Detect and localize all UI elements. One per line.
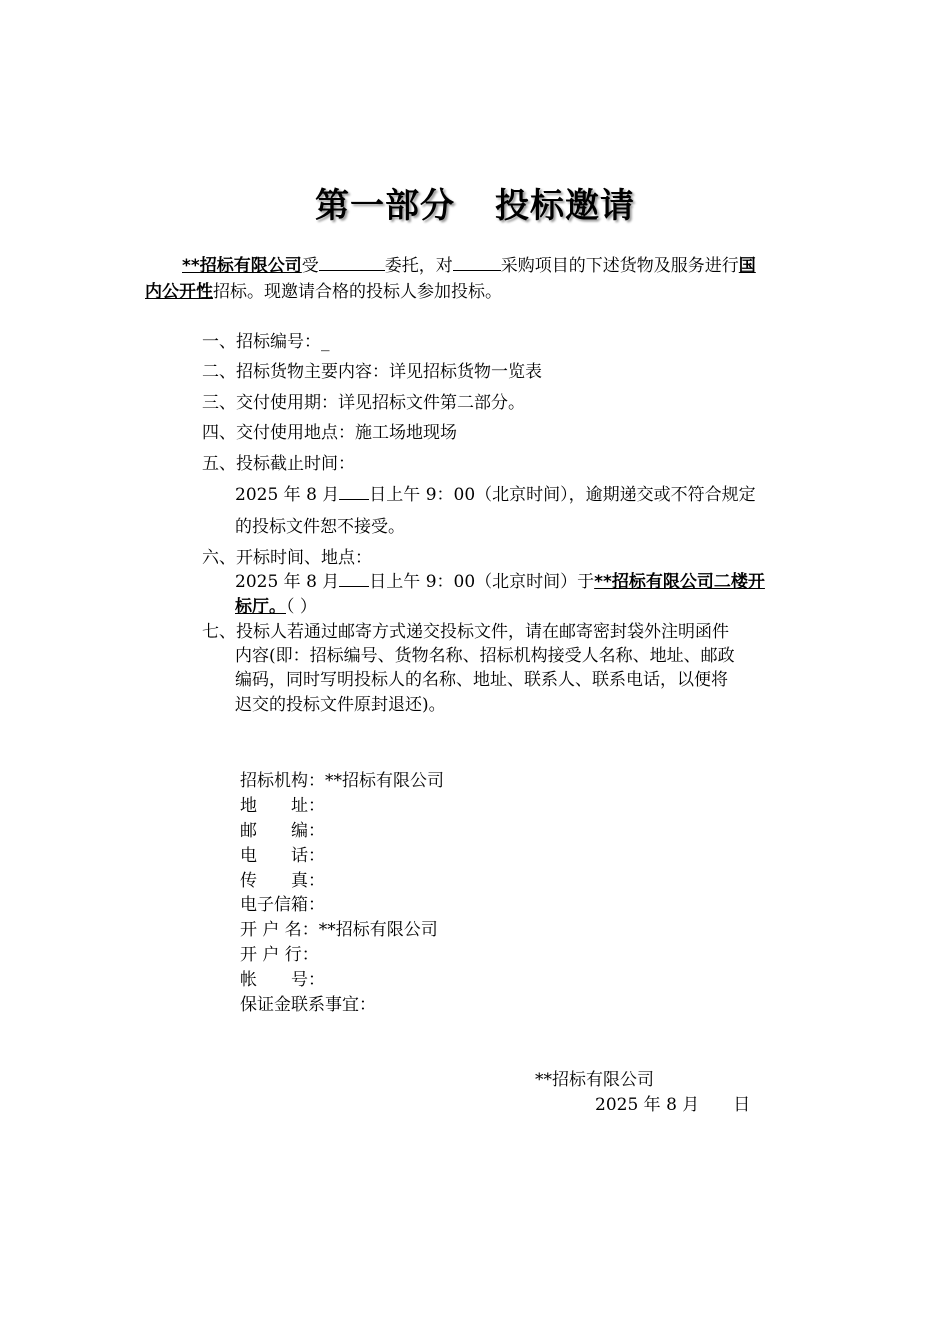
item-3: 三、交付使用期：详见招标文件第二部分。 xyxy=(202,393,525,413)
item-6: 六、开标时间、地点： xyxy=(202,548,372,568)
contact-account-name: 开 户 名：**招标有限公司 xyxy=(240,920,438,940)
item-6-line-1: 2025 年 8 月 日上午 9：00（北京时间）于**招标有限公司二楼开 xyxy=(235,572,765,592)
contact-postcode: 邮 编： xyxy=(240,821,325,841)
blank-day xyxy=(339,485,369,500)
item-7-line-2: 内容(即：招标编号、货物名称、招标机构接受人名称、地址、邮政 xyxy=(235,646,735,666)
intro-line-1: **招标有限公司受 委托，对 采购项目的下述货物及服务进行国 xyxy=(182,256,756,276)
item-5-line-1: 2025 年 8 月 日上午 9：00（北京时间），逾期递交或不符合规定 xyxy=(235,485,756,505)
contact-account-no: 帐 号： xyxy=(240,970,325,990)
intro-line-2: 内公开性招标。现邀请合格的投标人参加投标。 xyxy=(145,282,502,302)
item-1: 一、招标编号：_ xyxy=(202,332,330,352)
contact-phone: 电 话： xyxy=(240,846,325,866)
item-7-line-4: 迟交的投标文件原封退还)。 xyxy=(235,695,446,715)
page-title xyxy=(0,178,950,227)
signature-company: **招标有限公司 xyxy=(535,1070,654,1090)
item-7-line-3: 编码，同时写明投标人的名称、地址、联系人、联系电话，以便将 xyxy=(235,670,728,690)
blank-day xyxy=(339,572,369,587)
blank-project xyxy=(453,256,501,271)
title-name: 投标邀请 xyxy=(495,186,635,226)
item-5: 五、投标截止时间： xyxy=(202,454,355,474)
contact-address: 地 址： xyxy=(240,796,325,816)
item-7-line-1: 七、投标人若通过邮寄方式递交投标文件，请在邮寄密封袋外注明函件 xyxy=(202,622,729,642)
contact-deposit: 保证金联系事宜： xyxy=(240,995,376,1015)
signature-date: 2025 年 8 月 日 xyxy=(595,1095,751,1115)
item-5-line-2: 的投标文件恕不接受。 xyxy=(235,517,405,537)
contact-agency: 招标机构：**招标有限公司 xyxy=(240,771,444,791)
item-6-line-2: 标厅。（ ） xyxy=(235,597,317,617)
opening-place: **招标有限公司二楼开 xyxy=(594,572,765,592)
intro-company: **招标有限公司 xyxy=(182,256,302,276)
contact-fax: 传 真： xyxy=(240,871,325,891)
item-4: 四、交付使用地点：施工场地现场 xyxy=(202,423,457,443)
title-part: 第一部分 xyxy=(315,186,455,226)
item-2: 二、招标货物主要内容：详见招标货物一览表 xyxy=(202,362,542,382)
blank-entrust xyxy=(319,256,385,271)
contact-email: 电子信箱： xyxy=(240,895,325,915)
contact-bank: 开 户 行： xyxy=(240,945,319,965)
